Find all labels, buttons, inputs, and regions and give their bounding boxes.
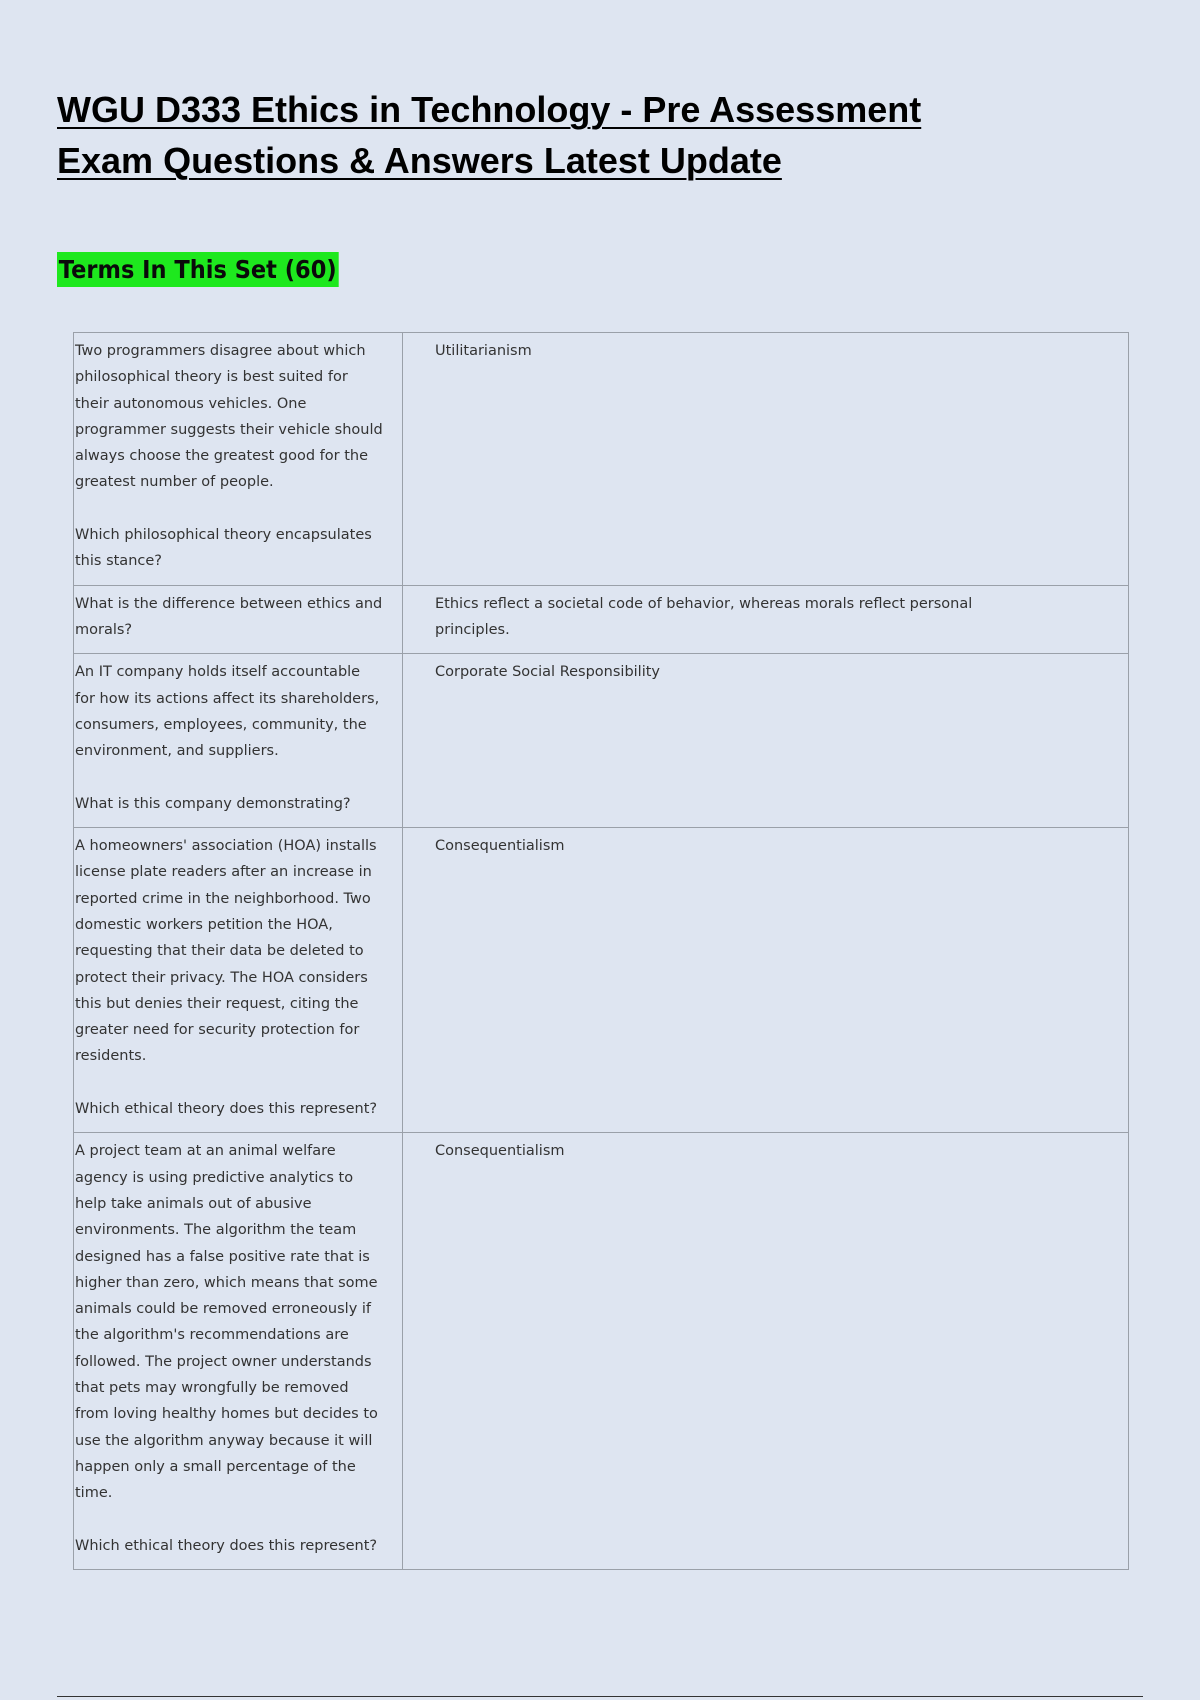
term-question-line: that pets may wrongfully be removed [75, 1379, 349, 1396]
term-question-line: the algorithm's recommendations are [75, 1327, 349, 1344]
term-question-cell [74, 828, 403, 1133]
terms-set-heading: Terms In This Set (60) [57, 252, 338, 287]
term-answer-line: Utilitarianism [435, 343, 532, 359]
term-answer-line: Consequentialism [435, 1143, 565, 1160]
term-question-line: this but denies their request, citing the [75, 995, 359, 1012]
term-question-line: domestic workers petition the HOA, [75, 916, 333, 933]
term-question-line: A project team at an animal welfare [75, 1143, 336, 1160]
term-question-line: environment, and suppliers. [75, 743, 279, 760]
term-row [74, 333, 1129, 586]
term-answer-cell [403, 1133, 1129, 1570]
terms-table-body [74, 333, 1129, 1570]
term-question-line: help take animals out of abusive [75, 1195, 312, 1212]
term-question-line: from loving healthy homes but decides to [75, 1406, 378, 1423]
term-row [74, 1133, 1129, 1570]
term-question-line: environments. The algorithm the team [75, 1222, 357, 1239]
term-question-line: requesting that their data be deleted to [75, 943, 364, 960]
term-question-line: use the algorithm anyway because it will [75, 1432, 373, 1449]
term-question-line: agency is using predictive analytics to [75, 1169, 354, 1186]
term-question-cell [74, 1133, 403, 1570]
term-question-line: A homeowners' association (HOA) installs [75, 838, 377, 855]
paragraph-gap [75, 496, 402, 522]
term-question-line: greater need for security protection for [75, 1022, 360, 1039]
term-question-cell [74, 585, 403, 654]
term-prompt-line: Which ethical theory does this represent? [75, 1537, 378, 1554]
term-question-line: An IT company holds itself accountable [75, 664, 361, 681]
term-question-line: always choose the greatest good for the [75, 448, 369, 465]
term-question-line: their autonomous vehicles. One [75, 395, 307, 412]
term-question-line: Two programmers disagree about which [75, 343, 366, 359]
term-question-cell [74, 654, 403, 828]
term-question-line: philosophical theory is best suited for [75, 369, 348, 386]
term-answer-line: principles. [435, 621, 510, 638]
paragraph-gap [75, 764, 402, 790]
term-question-line: for how its actions affect its shareholders, [75, 690, 380, 707]
term-question-line: programmer suggests their vehicle should [75, 421, 383, 438]
term-row [74, 828, 1129, 1133]
page-footer-rule [57, 1696, 1143, 1697]
term-question-line: followed. The project owner understands [75, 1353, 372, 1370]
term-question-line: reported crime in the neighborhood. Two [75, 890, 371, 907]
term-prompt-line: Which ethical theory does this represent? [75, 1101, 378, 1118]
term-answer-cell [403, 333, 1129, 586]
document-title-line-2: Exam Questions & Answers Latest Update [57, 140, 782, 181]
term-question-line: happen only a small percentage of the [75, 1458, 356, 1475]
term-question-line: time. [75, 1485, 113, 1502]
paragraph-gap [75, 1070, 402, 1096]
term-question-line: morals? [75, 621, 133, 638]
term-answer-cell [403, 654, 1129, 828]
term-question-line: greatest number of people. [75, 474, 274, 491]
term-question-cell [74, 333, 403, 586]
term-question-line: animals could be removed erroneously if [75, 1301, 372, 1318]
term-prompt-line: What is this company demonstrating? [75, 795, 351, 812]
term-row [74, 585, 1129, 654]
term-answer-line: Corporate Social Responsibility [435, 664, 660, 681]
term-question-line: residents. [75, 1048, 147, 1065]
term-answer-line: Ethics reflect a societal code of behavior, whereas morals reflect personal [435, 595, 973, 612]
paragraph-gap [75, 1506, 402, 1532]
term-question-line: designed has a false positive rate that is [75, 1248, 370, 1265]
term-answer-cell [403, 828, 1129, 1133]
term-question-line: license plate readers after an increase in [75, 864, 372, 881]
term-prompt-line: Which philosophical theory encapsulates [75, 527, 372, 544]
document-title [57, 84, 1157, 186]
term-prompt-line: this stance? [75, 553, 162, 570]
term-question-line: protect their privacy. The HOA considers [75, 969, 368, 986]
document-title-line-1: WGU D333 Ethics in Technology - Pre Assessment [57, 89, 922, 130]
terms-table [73, 332, 1129, 1570]
term-answer-line: Consequentialism [435, 838, 565, 855]
term-row [74, 654, 1129, 828]
term-question-line: higher than zero, which means that some [75, 1274, 378, 1291]
term-question-line: What is the difference between ethics and [75, 595, 383, 612]
term-question-line: consumers, employees, community, the [75, 716, 367, 733]
term-answer-cell [403, 585, 1129, 654]
